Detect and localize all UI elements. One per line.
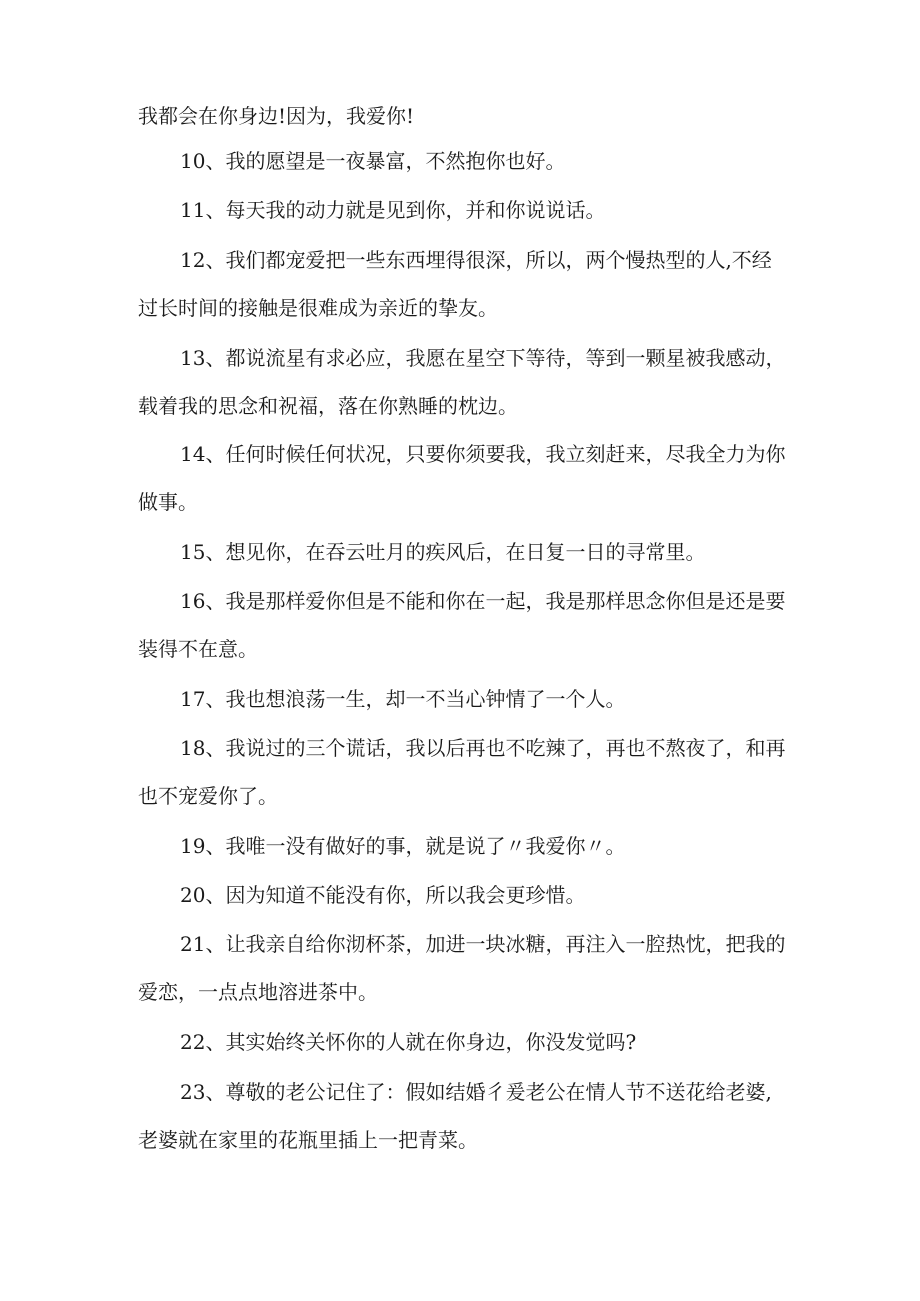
paragraph-16 xyxy=(138,577,788,673)
paragraph-22 xyxy=(138,1018,788,1066)
paragraph-13 xyxy=(138,334,788,430)
paragraph-line: 也不宠爱你了。 xyxy=(138,784,278,808)
paragraph-line: 老婆就在家里的花瓶里插上一把青菜。 xyxy=(138,1128,478,1152)
paragraph-line: 我都会在你身边!因为，我爱你! xyxy=(138,104,415,128)
paragraph-line: 11、每天我的动力就是见到你，并和你说说话。 xyxy=(180,198,606,222)
paragraph-20 xyxy=(138,871,788,919)
paragraph-line: 爱恋，一点点地溶进茶中。 xyxy=(138,980,378,1004)
paragraph-14 xyxy=(138,430,788,526)
paragraph-23 xyxy=(138,1068,788,1164)
paragraph-line: 15、想见你，在吞云吐月的疾风后，在日复一日的寻常里。 xyxy=(180,540,706,564)
paragraph-line: 21、让我亲自给你沏杯茶，加进一块冰糖，再注入一腔热忱，把我的 xyxy=(180,932,786,956)
paragraph-line: 17、我也想浪荡一生，却一不当心钟情了一个人。 xyxy=(180,687,626,711)
paragraph-line: 16、我是那样爱你但是不能和你在一起，我是那样思念你但是还是要 xyxy=(180,589,786,613)
paragraph-line: 做事。 xyxy=(138,490,198,514)
paragraph-line: 14、任何时候任何状况，只要你须要我，我立刻赶来，尽我全力为你 xyxy=(180,442,786,466)
paragraph-line: 19、我唯一没有做好的事，就是说了〃我爱你〃。 xyxy=(180,834,626,858)
paragraph-11 xyxy=(138,186,788,234)
paragraph-line: 13、都说流星有求必应，我愿在星空下等待，等到一颗星被我感动， xyxy=(180,346,786,370)
paragraph-line: 10、我的愿望是一夜暴富，不然抱你也好。 xyxy=(180,149,566,173)
paragraph-18 xyxy=(138,724,788,820)
paragraph-12 xyxy=(138,236,788,332)
paragraph-line: 23、尊敬的老公记住了：假如结婚彳爰老公在情人节不送花给老婆, xyxy=(180,1080,772,1104)
paragraph-line: 载着我的思念和祝福，落在你熟睡的枕边。 xyxy=(138,394,518,418)
paragraph-19 xyxy=(138,822,788,870)
paragraph-line: 过长时间的接触是很难成为亲近的挚友。 xyxy=(138,296,498,320)
paragraph-line: 12、我们都宠爱把一些东西埋得很深，所以，两个慢热型的人,不经 xyxy=(180,248,772,272)
paragraph-15 xyxy=(138,528,788,576)
paragraph-line: 22、其实始终关怀你的人就在你身边，你没发觉吗? xyxy=(180,1030,637,1054)
paragraph-line: 18、我说过的三个谎话，我以后再也不吃辣了，再也不熬夜了，和再 xyxy=(180,736,786,760)
paragraph-line: 20、因为知道不能没有你，所以我会更珍惜。 xyxy=(180,883,586,907)
paragraph-line: 装得不在意。 xyxy=(138,637,258,661)
paragraph-10 xyxy=(138,137,788,185)
continuation-paragraph xyxy=(138,92,788,140)
paragraph-21 xyxy=(138,920,788,1016)
paragraph-17 xyxy=(138,675,788,723)
